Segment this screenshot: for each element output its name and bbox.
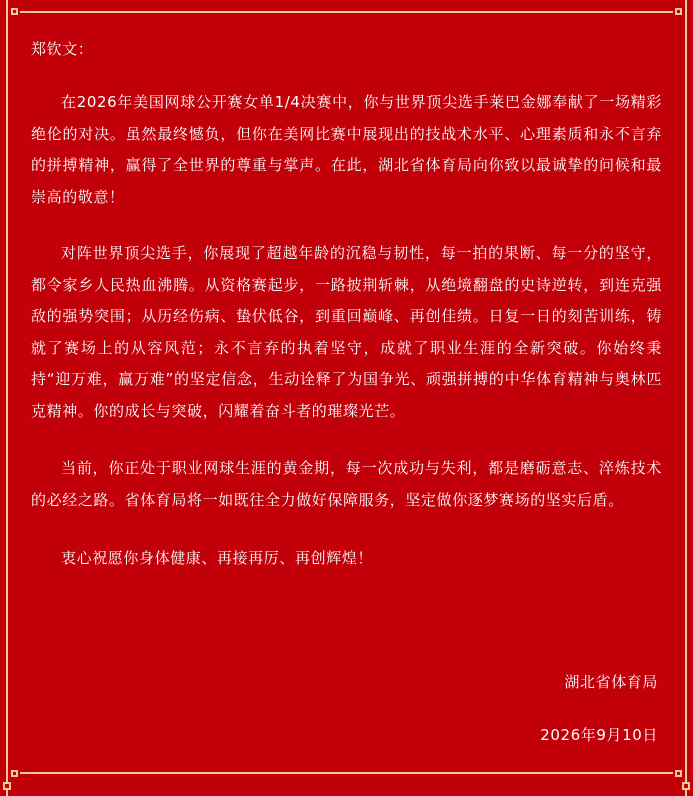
- paragraph-3: 当前，你正处于职业网球生涯的黄金期，每一次成功与失利，都是磨砺意志、淬炼技术的必经之路。省体育局将一如既往全力做好保障服务，坚定做你逐梦赛场的坚实后盾。: [31, 459, 662, 509]
- bottom-border-line: [20, 772, 673, 774]
- bottom-right-outer-ornament: [682, 782, 690, 790]
- top-left-corner-ornament: [11, 8, 18, 15]
- signature-organization: 湖北省体育局: [564, 673, 658, 691]
- bottom-right-corner-ornament: [675, 770, 682, 777]
- paragraph-1: 在2026年美国网球公开赛女单1/4决赛中，你与世界顶尖选手莱巴金娜奉献了一场精彩绝伦的对决。虽然最终憾负，但你在美网比赛中展现出的技战术水平、心理素质和永不言弃的拼搏精神，赢得了全世界的尊重与掌声。在此，湖北省体育局向你致以最诚挚的问候和最崇高的敬意！: [31, 93, 662, 206]
- left-border-line: [6, 0, 8, 796]
- top-border-line: [20, 11, 673, 13]
- paragraph-4: 衷心祝愿你身体健康、再接再厉、再创辉煌！: [61, 549, 374, 567]
- top-right-corner-ornament: [675, 8, 682, 15]
- right-border-line: [685, 0, 687, 796]
- signature-block: [540, 669, 658, 748]
- letter-body: [31, 36, 662, 575]
- bottom-left-outer-ornament: [3, 782, 11, 790]
- salutation: 郑钦文：: [31, 40, 94, 58]
- signature-date: 2026年9月10日: [540, 726, 658, 744]
- paragraph-2: 对阵世界顶尖选手，你展现了超越年龄的沉稳与韧性，每一拍的果断、每一分的坚守，都令家乡人民热血沸腾。从资格赛起步，一路披荆斩棘，从绝境翻盘的史诗逆转，到连克强敌的强势突围；从历经伤病、蛰伏低谷，到重回巅峰、再创佳绩。日复一日的刻苦训练，铸就了赛场上的从容风范；永不言弃的执着坚守，成就了职业生涯的全新突破。你始终秉持“迎万难，赢万难”的坚定信念，生动诠释了为国争光、顽强拼搏的中华体育精神与奥林匹克精神。你的成长与突破，闪耀着奋斗者的璀璨光芒。: [31, 244, 662, 420]
- bottom-left-corner-ornament: [11, 770, 18, 777]
